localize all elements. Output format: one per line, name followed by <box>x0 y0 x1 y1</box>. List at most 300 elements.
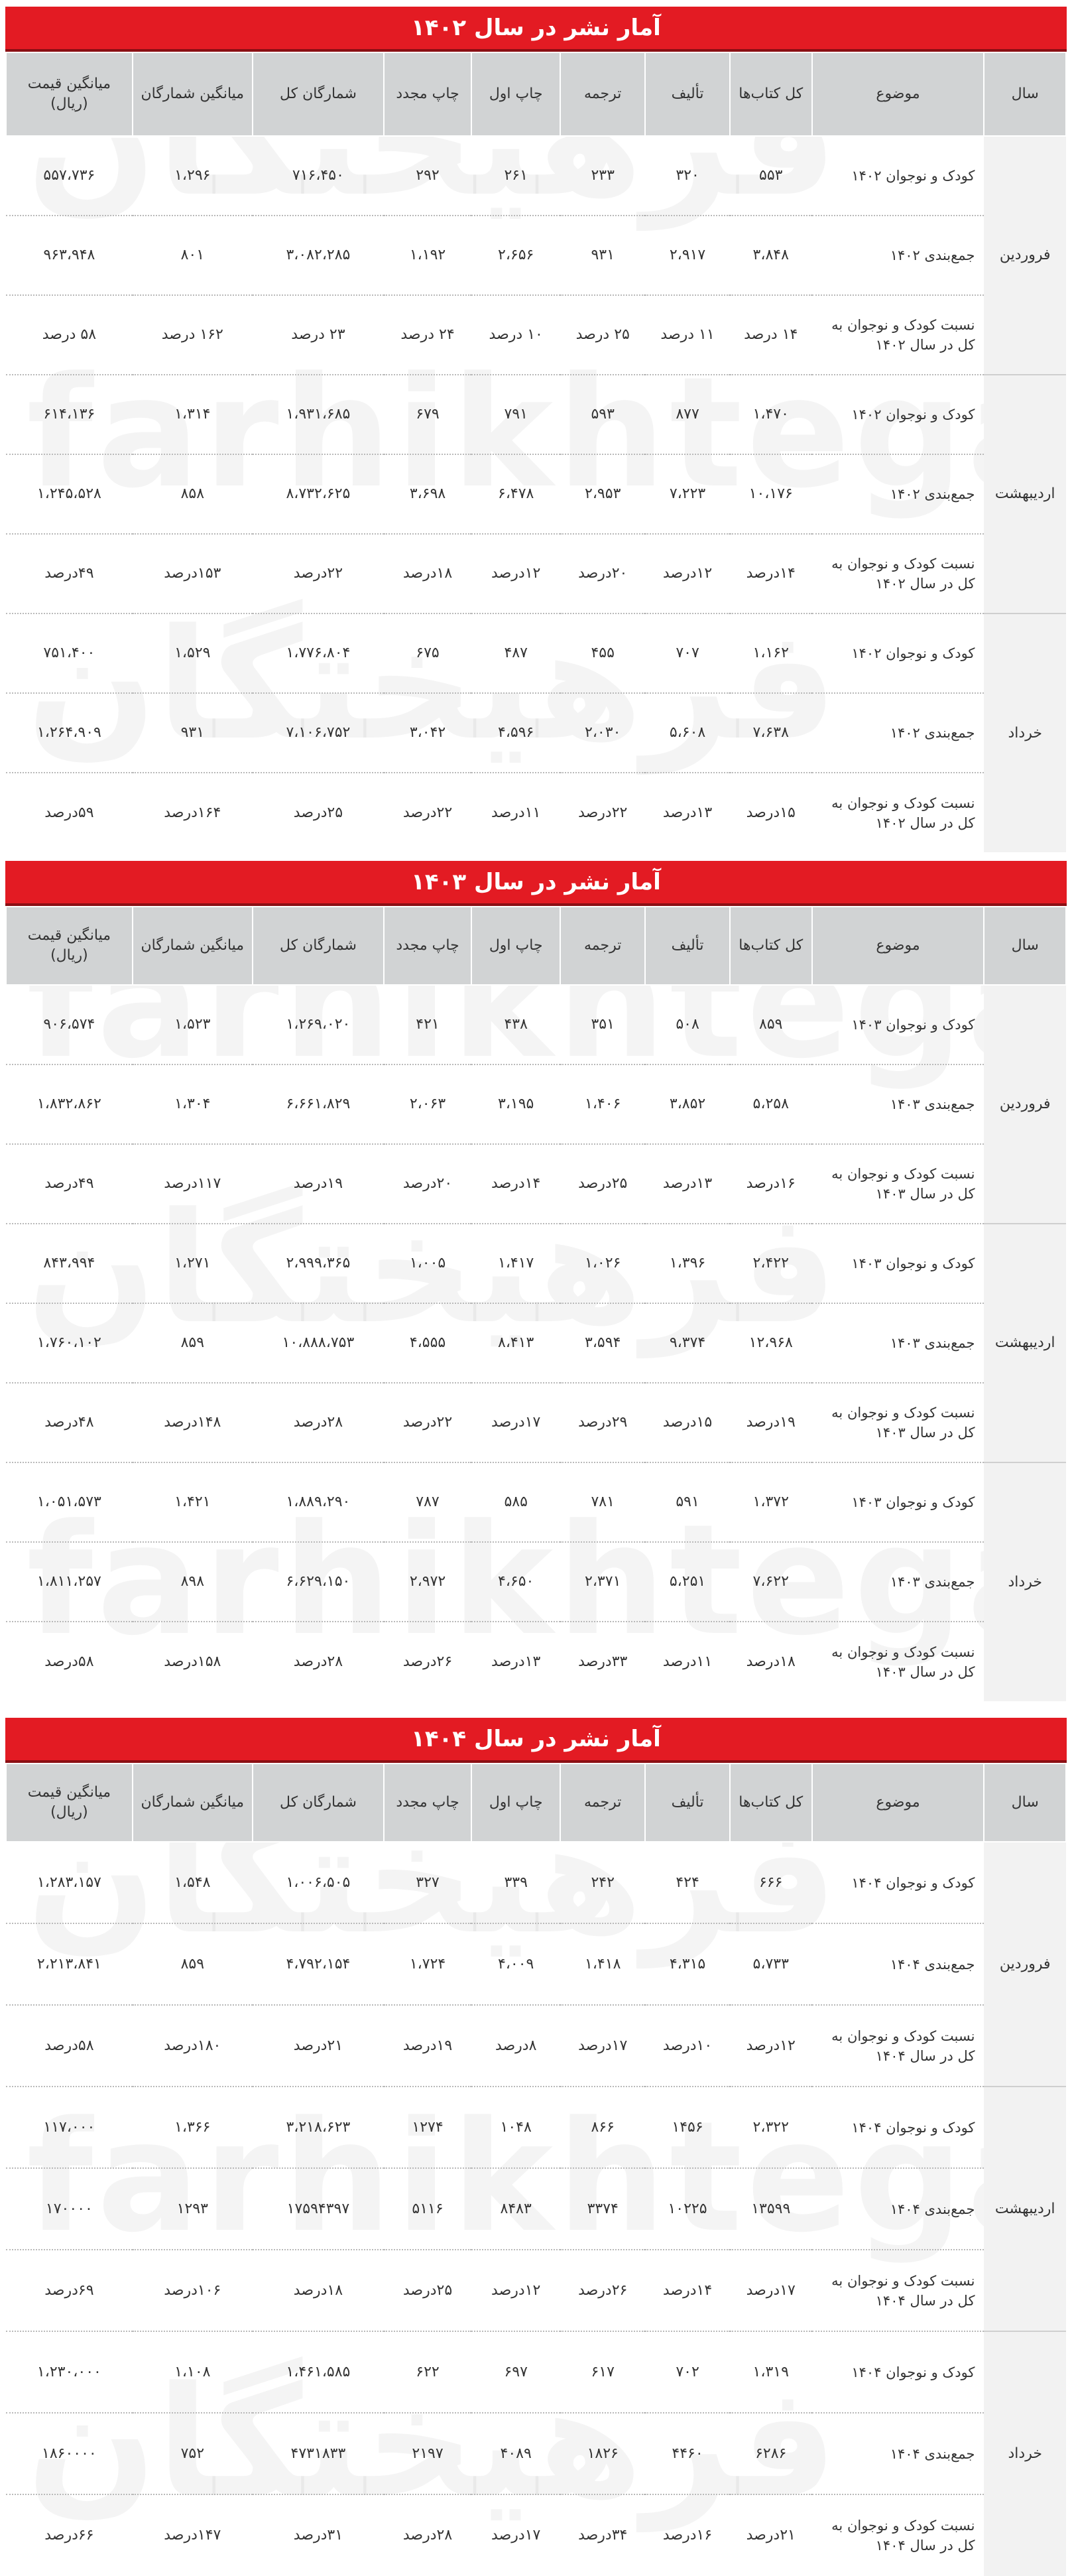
value-cell: ۱،۲۸۳،۱۵۷ <box>6 1842 133 1923</box>
topic-cell: کودک و نوجوان ۱۴۰۴ <box>812 2087 984 2168</box>
value-cell: ۱،۳۷۲ <box>730 1462 812 1542</box>
value-cell: ۷۹۱ <box>471 375 560 454</box>
month-cell: اردیبهشت <box>984 2087 1066 2331</box>
table-row <box>6 295 1066 375</box>
value-cell: ۶۱۴،۱۳۶ <box>6 375 133 454</box>
value-cell: ۳۲۰ <box>645 136 730 216</box>
table-row <box>6 136 1066 216</box>
column-header: موضوع <box>812 52 984 136</box>
value-cell: ۷۵۲ <box>133 2413 253 2494</box>
value-cell: ۱۰درصد <box>645 2005 730 2087</box>
value-cell: ۱،۲۴۵،۵۲۸ <box>6 454 133 534</box>
value-cell: ۶۲۸۶ <box>730 2413 812 2494</box>
value-cell: ۴۵۵ <box>560 613 645 693</box>
table-row <box>6 2331 1066 2413</box>
value-cell: ۱،۷۷۶،۸۰۴ <box>253 613 384 693</box>
value-cell: ۸۴۸۳ <box>471 2168 560 2250</box>
column-header: میانگین قیمت (ریال) <box>6 907 133 985</box>
value-cell: ۶۹درصد <box>6 2250 133 2331</box>
column-header: شمارگان کل <box>253 907 384 985</box>
value-cell: ۱۵۳درصد <box>133 534 253 613</box>
value-cell: ۴۲۴ <box>645 1842 730 1923</box>
value-cell: ۲،۰۶۳ <box>384 1064 471 1144</box>
column-header: ترجمه <box>560 52 645 136</box>
value-cell: ۱۶درصد <box>730 1144 812 1224</box>
month-cell: اردیبهشت <box>984 375 1066 613</box>
month-cell: فروردین <box>984 136 1066 375</box>
value-cell: ۲۸درصد <box>253 1383 384 1462</box>
value-cell: ۲۳۳ <box>560 136 645 216</box>
value-cell: ۲۸درصد <box>253 1622 384 1701</box>
value-cell: ۳،۲۱۸،۶۲۳ <box>253 2087 384 2168</box>
value-cell: ۲،۹۵۳ <box>560 454 645 534</box>
value-cell: ۵،۲۵۱ <box>645 1542 730 1622</box>
value-cell: ۵۱۱۶ <box>384 2168 471 2250</box>
value-cell: ۱۶درصد <box>645 2494 730 2576</box>
value-cell: ۲،۹۷۲ <box>384 1542 471 1622</box>
value-cell: ۱،۸۱۱،۲۵۷ <box>6 1542 133 1622</box>
stats-table <box>5 906 1067 1701</box>
value-cell: ۸،۷۳۲،۶۲۵ <box>253 454 384 534</box>
value-cell: ۱۷۵۹۴۳۹۷ <box>253 2168 384 2250</box>
value-cell: ۲،۰۳۰ <box>560 693 645 773</box>
topic-cell: جمع‌بندی ۱۴۰۳ <box>812 1542 984 1622</box>
value-cell: ۳۳درصد <box>560 1622 645 1701</box>
value-cell: ۱۲درصد <box>645 534 730 613</box>
table-row <box>6 1224 1066 1303</box>
value-cell: ۲۴۲ <box>560 1842 645 1923</box>
value-cell: ۱۸۰درصد <box>133 2005 253 2087</box>
value-cell: ۹۶۳،۹۴۸ <box>6 216 133 295</box>
value-cell: ۳۱درصد <box>253 2494 384 2576</box>
value-cell: ۱۵درصد <box>645 1383 730 1462</box>
value-cell: ۶،۶۶۱،۸۲۹ <box>253 1064 384 1144</box>
value-cell: ۲،۳۲۲ <box>730 2087 812 2168</box>
value-cell: ۱۵درصد <box>730 773 812 852</box>
column-header: میانگین شمارگان <box>133 1764 253 1842</box>
column-header: ترجمه <box>560 907 645 985</box>
value-cell: ۱۰،۱۷۶ <box>730 454 812 534</box>
value-cell: ۱۰،۸۸۸،۷۵۳ <box>253 1303 384 1383</box>
value-cell: ۵۹۳ <box>560 375 645 454</box>
value-cell: ۶،۴۷۸ <box>471 454 560 534</box>
column-header: چاپ مجدد <box>384 1764 471 1842</box>
value-cell: ۱۹درصد <box>384 2005 471 2087</box>
value-cell: ۱،۰۰۵ <box>384 1224 471 1303</box>
value-cell: ۱۷درصد <box>471 1383 560 1462</box>
value-cell: ۷،۱۰۶،۷۵۲ <box>253 693 384 773</box>
value-cell: ۱۱۷درصد <box>133 1144 253 1224</box>
value-cell: ۱،۰۵۱،۵۷۳ <box>6 1462 133 1542</box>
value-cell: ۱۰۴۸ <box>471 2087 560 2168</box>
value-cell: ۶۶۶ <box>730 1842 812 1923</box>
column-header: چاپ اول <box>471 907 560 985</box>
value-cell: ۱۵۸درصد <box>133 1622 253 1701</box>
column-header: موضوع <box>812 1764 984 1842</box>
value-cell: ۵۰۸ <box>645 985 730 1064</box>
table-row <box>6 1462 1066 1542</box>
value-cell: ۸۵۸ <box>133 454 253 534</box>
table-row <box>6 2087 1066 2168</box>
value-cell: ۲۶درصد <box>384 1622 471 1701</box>
table-row <box>6 2494 1066 2576</box>
table-row <box>6 2250 1066 2331</box>
value-cell: ۱،۸۸۹،۲۹۰ <box>253 1462 384 1542</box>
value-cell: ۲۶۱ <box>471 136 560 216</box>
column-header: میانگین شمارگان <box>133 907 253 985</box>
value-cell: ۱،۴۲۱ <box>133 1462 253 1542</box>
table-row <box>6 2005 1066 2087</box>
value-cell: ۱،۳۱۹ <box>730 2331 812 2413</box>
value-cell: ۲۹۲ <box>384 136 471 216</box>
value-cell: ۱،۴۰۶ <box>560 1064 645 1144</box>
stats-table <box>5 52 1067 852</box>
value-cell: ۳،۱۹۵ <box>471 1064 560 1144</box>
topic-cell: نسبت کودک و نوجوان به کل در سال ۱۴۰۳ <box>812 1383 984 1462</box>
value-cell: ۱،۵۲۹ <box>133 613 253 693</box>
value-cell: ۱،۸۳۲،۸۶۲ <box>6 1064 133 1144</box>
value-cell: ۵۸۵ <box>471 1462 560 1542</box>
column-header: چاپ مجدد <box>384 907 471 985</box>
topic-cell: جمع‌بندی ۱۴۰۳ <box>812 1303 984 1383</box>
value-cell: ۲۱۹۷ <box>384 2413 471 2494</box>
value-cell: ۸۵۹ <box>133 1303 253 1383</box>
table-row <box>6 1064 1066 1144</box>
value-cell: ۱،۲۶۹،۰۲۰ <box>253 985 384 1064</box>
column-header: چاپ اول <box>471 1764 560 1842</box>
value-cell: ۲۲درصد <box>253 534 384 613</box>
value-cell: ۱۳درصد <box>471 1622 560 1701</box>
value-cell: ۹۳۱ <box>560 216 645 295</box>
value-cell: ۱۴درصد <box>471 1144 560 1224</box>
value-cell: ۲۲درصد <box>384 773 471 852</box>
value-cell: ۸۷۷ <box>645 375 730 454</box>
table-row <box>6 1842 1066 1923</box>
topic-cell: نسبت کودک و نوجوان به کل در سال ۱۴۰۴ <box>812 2250 984 2331</box>
value-cell: ۶۷۵ <box>384 613 471 693</box>
value-cell: ۱۷درصد <box>560 2005 645 2087</box>
topic-cell: جمع‌بندی ۱۴۰۴ <box>812 1923 984 2005</box>
value-cell: ۱۸درصد <box>253 2250 384 2331</box>
value-cell: ۳،۰۴۲ <box>384 693 471 773</box>
value-cell: ۱۸۲۶ <box>560 2413 645 2494</box>
topic-cell: نسبت کودک و نوجوان به کل در سال ۱۴۰۲ <box>812 295 984 375</box>
value-cell: ۶۶درصد <box>6 2494 133 2576</box>
value-cell: ۴۹درصد <box>6 1144 133 1224</box>
value-cell: ۹۰۶،۵۷۴ <box>6 985 133 1064</box>
value-cell: ۱۶۴درصد <box>133 773 253 852</box>
topic-cell: نسبت کودک و نوجوان به کل در سال ۱۴۰۲ <box>812 534 984 613</box>
value-cell: ۱،۳۱۴ <box>133 375 253 454</box>
value-cell: ۵۸درصد <box>6 2005 133 2087</box>
value-cell: ۶۱۷ <box>560 2331 645 2413</box>
value-cell: ۷،۶۲۲ <box>730 1542 812 1622</box>
value-cell: ۱۹درصد <box>253 1144 384 1224</box>
section-1403 <box>5 861 1067 1701</box>
value-cell: ۱،۲۹۶ <box>133 136 253 216</box>
value-cell: ۱۴درصد <box>730 534 812 613</box>
value-cell: ۲۰درصد <box>384 1144 471 1224</box>
column-header: میانگین قیمت (ریال) <box>6 1764 133 1842</box>
value-cell: ۱،۵۲۳ <box>133 985 253 1064</box>
value-cell: ۹،۳۷۴ <box>645 1303 730 1383</box>
topic-cell: نسبت کودک و نوجوان به کل در سال ۱۴۰۲ <box>812 773 984 852</box>
value-cell: ۸،۴۱۳ <box>471 1303 560 1383</box>
topic-cell: کودک و نوجوان ۱۴۰۳ <box>812 1224 984 1303</box>
value-cell: ۲۳ درصد <box>253 295 384 375</box>
value-cell: ۴،۳۱۵ <box>645 1923 730 2005</box>
value-cell: ۴۹درصد <box>6 534 133 613</box>
value-cell: ۶،۶۲۹،۱۵۰ <box>253 1542 384 1622</box>
value-cell: ۴،۵۹۶ <box>471 693 560 773</box>
value-cell: ۵۵۳ <box>730 136 812 216</box>
value-cell: ۱،۷۶۰،۱۰۲ <box>6 1303 133 1383</box>
column-header: سال <box>984 1764 1066 1842</box>
column-header: موضوع <box>812 907 984 985</box>
value-cell: ۱۸درصد <box>730 1622 812 1701</box>
value-cell: ۲۵ درصد <box>560 295 645 375</box>
value-cell: ۱۲۷۴ <box>384 2087 471 2168</box>
month-cell: فروردین <box>984 985 1066 1224</box>
value-cell: ۸۰۱ <box>133 216 253 295</box>
value-cell: ۱،۵۴۸ <box>133 1842 253 1923</box>
value-cell: ۶۷۹ <box>384 375 471 454</box>
topic-cell: جمع‌بندی ۱۴۰۴ <box>812 2413 984 2494</box>
column-header: تألیف <box>645 907 730 985</box>
topic-cell: جمع‌بندی ۱۴۰۲ <box>812 454 984 534</box>
topic-cell: کودک و نوجوان ۱۴۰۲ <box>812 375 984 454</box>
section-title: آمار نشر در سال ۱۴۰۲ <box>5 7 1067 52</box>
value-cell: ۱،۱۹۲ <box>384 216 471 295</box>
value-cell: ۳۵۱ <box>560 985 645 1064</box>
value-cell: ۵۵۷،۷۳۶ <box>6 136 133 216</box>
value-cell: ۲۲درصد <box>560 773 645 852</box>
value-cell: ۷۰۷ <box>645 613 730 693</box>
header-row <box>6 907 1066 985</box>
value-cell: ۹۳۱ <box>133 693 253 773</box>
value-cell: ۷۰۲ <box>645 2331 730 2413</box>
value-cell: ۵۸ درصد <box>6 295 133 375</box>
topic-cell: نسبت کودک و نوجوان به کل در سال ۱۴۰۳ <box>812 1144 984 1224</box>
value-cell: ۲،۹۹۹،۳۶۵ <box>253 1224 384 1303</box>
table-row <box>6 1303 1066 1383</box>
value-cell: ۱۴۷درصد <box>133 2494 253 2576</box>
value-cell: ۱۲درصد <box>471 2250 560 2331</box>
value-cell: ۴۸۷ <box>471 613 560 693</box>
value-cell: ۵،۶۰۸ <box>645 693 730 773</box>
value-cell: ۳۴درصد <box>560 2494 645 2576</box>
topic-cell: کودک و نوجوان ۱۴۰۲ <box>812 136 984 216</box>
month-cell: خرداد <box>984 2331 1066 2576</box>
value-cell: ۵۹درصد <box>6 773 133 852</box>
value-cell: ۲۵درصد <box>384 2250 471 2331</box>
value-cell: ۳،۶۹۸ <box>384 454 471 534</box>
value-cell: ۳۳۷۴ <box>560 2168 645 2250</box>
column-header: میانگین قیمت (ریال) <box>6 52 133 136</box>
topic-cell: نسبت کودک و نوجوان به کل در سال ۱۴۰۳ <box>812 1622 984 1701</box>
value-cell: ۵۸درصد <box>6 1622 133 1701</box>
topic-cell: نسبت کودک و نوجوان به کل در سال ۱۴۰۴ <box>812 2005 984 2087</box>
table-row <box>6 534 1066 613</box>
value-cell: ۷۸۷ <box>384 1462 471 1542</box>
column-header: ترجمه <box>560 1764 645 1842</box>
value-cell: ۲۲درصد <box>384 1383 471 1462</box>
value-cell: ۸۹۸ <box>133 1542 253 1622</box>
value-cell: ۲،۶۵۶ <box>471 216 560 295</box>
table-row <box>6 693 1066 773</box>
value-cell: ۴۷۳۱۸۳۳ <box>253 2413 384 2494</box>
value-cell: ۸۴۳،۹۹۴ <box>6 1224 133 1303</box>
value-cell: ۳۳۹ <box>471 1842 560 1923</box>
table-row <box>6 1144 1066 1224</box>
value-cell: ۱۴درصد <box>645 2250 730 2331</box>
value-cell: ۵،۷۳۳ <box>730 1923 812 2005</box>
value-cell: ۱۴ درصد <box>730 295 812 375</box>
value-cell: ۲۴ درصد <box>384 295 471 375</box>
column-header: چاپ مجدد <box>384 52 471 136</box>
value-cell: ۲،۹۱۷ <box>645 216 730 295</box>
value-cell: ۳،۵۹۴ <box>560 1303 645 1383</box>
value-cell: ۱۲درصد <box>471 534 560 613</box>
value-cell: ۱۴۵۶ <box>645 2087 730 2168</box>
value-cell: ۱۱ درصد <box>645 295 730 375</box>
value-cell: ۳،۸۵۲ <box>645 1064 730 1144</box>
value-cell: ۱،۳۹۶ <box>645 1224 730 1303</box>
value-cell: ۱،۲۳۰،۰۰۰ <box>6 2331 133 2413</box>
value-cell: ۱۰ درصد <box>471 295 560 375</box>
value-cell: ۳،۸۴۸ <box>730 216 812 295</box>
table-row <box>6 613 1066 693</box>
value-cell: ۱۷۰۰۰۰ <box>6 2168 133 2250</box>
topic-cell: کودک و نوجوان ۱۴۰۳ <box>812 985 984 1064</box>
value-cell: ۴۴۶۰ <box>645 2413 730 2494</box>
table-row <box>6 1383 1066 1462</box>
value-cell: ۱۶۲ درصد <box>133 295 253 375</box>
value-cell: ۱۸درصد <box>384 534 471 613</box>
month-cell: خرداد <box>984 613 1066 852</box>
section-1404 <box>5 1718 1067 2576</box>
topic-cell: جمع‌بندی ۱۴۰۲ <box>812 216 984 295</box>
value-cell: ۳۲۷ <box>384 1842 471 1923</box>
value-cell: ۱۲۹۳ <box>133 2168 253 2250</box>
section-title: آمار نشر در سال ۱۴۰۴ <box>5 1718 1067 1763</box>
value-cell: ۲۰درصد <box>560 534 645 613</box>
column-header: کل کتاب‌ها <box>730 1764 812 1842</box>
topic-cell: کودک و نوجوان ۱۴۰۴ <box>812 1842 984 1923</box>
value-cell: ۱۱درصد <box>645 1622 730 1701</box>
topic-cell: کودک و نوجوان ۱۴۰۲ <box>812 613 984 693</box>
value-cell: ۳،۰۸۲،۲۸۵ <box>253 216 384 295</box>
table-row <box>6 375 1066 454</box>
value-cell: ۴،۰۰۹ <box>471 1923 560 2005</box>
value-cell: ۲۸درصد <box>384 2494 471 2576</box>
value-cell: ۲۶درصد <box>560 2250 645 2331</box>
column-header: تألیف <box>645 1764 730 1842</box>
value-cell: ۴،۵۵۵ <box>384 1303 471 1383</box>
column-header: تألیف <box>645 52 730 136</box>
topic-cell: جمع‌بندی ۱۴۰۲ <box>812 693 984 773</box>
value-cell: ۱۱۷،۰۰۰ <box>6 2087 133 2168</box>
value-cell: ۷،۶۳۸ <box>730 693 812 773</box>
table-row <box>6 985 1066 1064</box>
value-cell: ۱۰۶درصد <box>133 2250 253 2331</box>
table-row <box>6 1542 1066 1622</box>
value-cell: ۴۰۸۹ <box>471 2413 560 2494</box>
value-cell: ۴،۷۹۲،۱۵۴ <box>253 1923 384 2005</box>
value-cell: ۱۲،۹۶۸ <box>730 1303 812 1383</box>
stats-table <box>5 1763 1067 2576</box>
value-cell: ۱،۷۲۴ <box>384 1923 471 2005</box>
column-header: شمارگان کل <box>253 1764 384 1842</box>
value-cell: ۲۱درصد <box>253 2005 384 2087</box>
topic-cell: کودک و نوجوان ۱۴۰۴ <box>812 2331 984 2413</box>
value-cell: ۱،۴۱۸ <box>560 1923 645 2005</box>
table-row <box>6 1622 1066 1701</box>
value-cell: ۱،۰۲۶ <box>560 1224 645 1303</box>
value-cell: ۸درصد <box>471 2005 560 2087</box>
month-cell: خرداد <box>984 1462 1066 1701</box>
value-cell: ۱،۴۷۰ <box>730 375 812 454</box>
value-cell: ۶۹۷ <box>471 2331 560 2413</box>
value-cell: ۲،۲۱۳،۸۴۱ <box>6 1923 133 2005</box>
month-cell: اردیبهشت <box>984 1224 1066 1462</box>
column-header: شمارگان کل <box>253 52 384 136</box>
value-cell: ۱۷درصد <box>471 2494 560 2576</box>
topic-cell: نسبت کودک و نوجوان به کل در سال ۱۴۰۴ <box>812 2494 984 2576</box>
value-cell: ۱۰۲۲۵ <box>645 2168 730 2250</box>
value-cell: ۱،۹۳۱،۶۸۵ <box>253 375 384 454</box>
value-cell: ۷۵۱،۴۰۰ <box>6 613 133 693</box>
value-cell: ۲،۳۷۱ <box>560 1542 645 1622</box>
table-row <box>6 2168 1066 2250</box>
value-cell: ۲۹درصد <box>560 1383 645 1462</box>
value-cell: ۲،۴۲۲ <box>730 1224 812 1303</box>
value-cell: ۷۸۱ <box>560 1462 645 1542</box>
table-row <box>6 773 1066 852</box>
value-cell: ۱،۲۶۴،۹۰۹ <box>6 693 133 773</box>
value-cell: ۱۷درصد <box>730 2250 812 2331</box>
column-header: سال <box>984 52 1066 136</box>
value-cell: ۵،۲۵۸ <box>730 1064 812 1144</box>
value-cell: ۱۳درصد <box>645 1144 730 1224</box>
column-header: میانگین شمارگان <box>133 52 253 136</box>
topic-cell: جمع‌بندی ۱۴۰۴ <box>812 2168 984 2250</box>
table-row <box>6 216 1066 295</box>
value-cell: ۸۶۶ <box>560 2087 645 2168</box>
topic-cell: جمع‌بندی ۱۴۰۳ <box>812 1064 984 1144</box>
value-cell: ۱،۰۰۶،۵۰۵ <box>253 1842 384 1923</box>
header-row <box>6 1764 1066 1842</box>
value-cell: ۱۴۸درصد <box>133 1383 253 1462</box>
value-cell: ۲۵درصد <box>253 773 384 852</box>
value-cell: ۱۹درصد <box>730 1383 812 1462</box>
section-title: آمار نشر در سال ۱۴۰۳ <box>5 861 1067 906</box>
value-cell: ۱۸۶۰۰۰۰ <box>6 2413 133 2494</box>
value-cell: ۲۵درصد <box>560 1144 645 1224</box>
value-cell: ۴۸درصد <box>6 1383 133 1462</box>
value-cell: ۱۳۵۹۹ <box>730 2168 812 2250</box>
column-header: چاپ اول <box>471 52 560 136</box>
table-row <box>6 1923 1066 2005</box>
topic-cell: کودک و نوجوان ۱۴۰۳ <box>812 1462 984 1542</box>
table-row <box>6 454 1066 534</box>
value-cell: ۸۵۹ <box>133 1923 253 2005</box>
column-header: کل کتاب‌ها <box>730 52 812 136</box>
month-cell: فروردین <box>984 1842 1066 2087</box>
section-1402 <box>5 7 1067 852</box>
value-cell: ۱۳درصد <box>645 773 730 852</box>
value-cell: ۱،۱۰۸ <box>133 2331 253 2413</box>
